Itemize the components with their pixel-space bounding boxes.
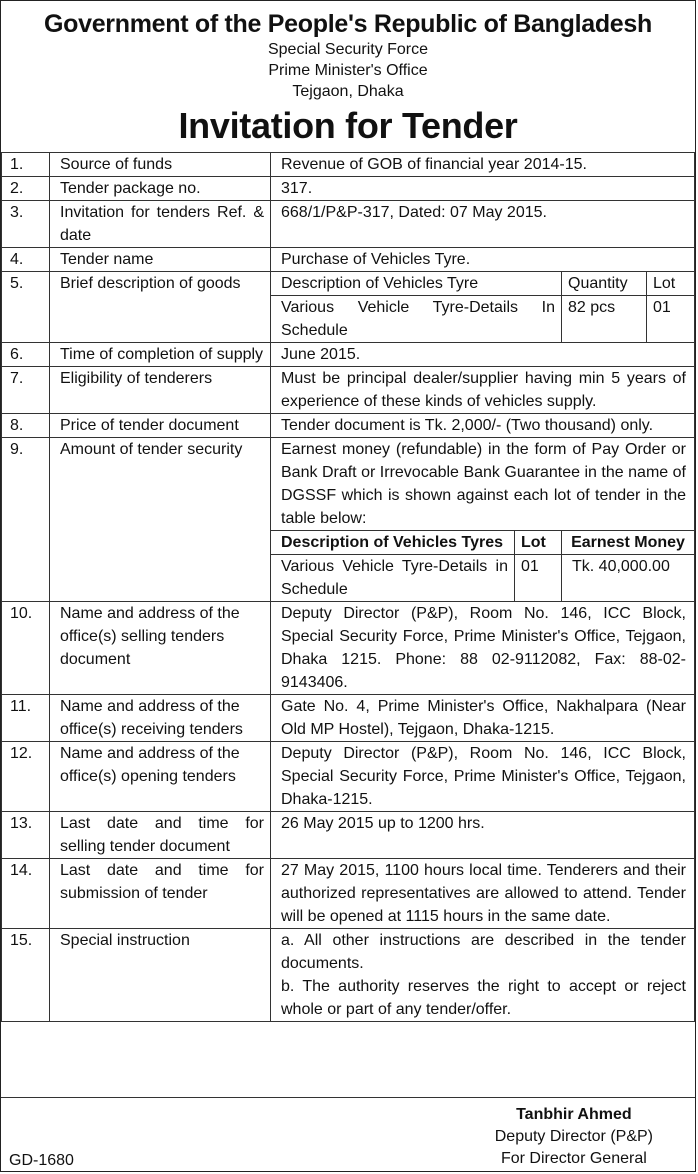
instruction-b: b. The authority reserves the right to accept or reject whole or part of any tender/offer.	[281, 978, 686, 1018]
goods-item-row	[271, 296, 694, 343]
row-number: 13.	[2, 812, 50, 859]
signature-block	[495, 1104, 653, 1170]
goods-item-quantity: 82 pcs	[562, 296, 647, 343]
row-value: June 2015.	[271, 343, 695, 367]
row-value: Deputy Director (P&P), Room No. 146, ICC Block, Special Security Force, Prime Minister's Office, Tejgaon, Dhaka 1215. Phone: 88 02-9112082, Fax: 88-02-9143406.	[271, 602, 695, 695]
government-title: Government of the People's Republic of Bangladesh	[43, 10, 652, 38]
row-number: 3.	[2, 201, 50, 248]
table-row	[2, 859, 695, 929]
goods-header-lot: Lot	[647, 272, 695, 296]
row-number: 9.	[2, 438, 50, 602]
goods-item-description: Various Vehicle Tyre-Details In Schedule	[271, 296, 562, 343]
tender-table	[1, 152, 695, 1022]
row-label: Last date and time for submission of tender	[50, 859, 271, 929]
row-label: Tender package no.	[50, 177, 271, 201]
goods-cell	[271, 272, 695, 343]
table-row	[2, 343, 695, 367]
row-value: Must be principal dealer/supplier having min 5 years of experience of these kinds of vehicles supply.	[271, 367, 695, 414]
row-label: Name and address of the office(s) opening tenders	[50, 742, 271, 812]
security-item-lot: 01	[515, 555, 562, 602]
goods-header-quantity: Quantity	[562, 272, 647, 296]
row-number: 12.	[2, 742, 50, 812]
row-label: Source of funds	[50, 153, 271, 177]
row-number: 1.	[2, 153, 50, 177]
row-value: 668/1/P&P-317, Dated: 07 May 2015.	[271, 201, 695, 248]
row-value: Purchase of Vehicles Tyre.	[271, 248, 695, 272]
security-table	[271, 530, 694, 601]
security-item-row	[271, 555, 694, 602]
row-number: 6.	[2, 343, 50, 367]
security-header-row	[271, 531, 694, 555]
security-item-description: Various Vehicle Tyre-Details in Schedule	[271, 555, 515, 602]
row-label: Time of completion of supply	[50, 343, 271, 367]
row-value: Revenue of GOB of financial year 2014-15.	[271, 153, 695, 177]
table-row	[2, 201, 695, 248]
row-label: Special instruction	[50, 929, 271, 1022]
signatory-designation: Deputy Director (P&P)	[494, 1128, 653, 1145]
goods-header-row	[271, 272, 694, 296]
row-label: Tender name	[50, 248, 271, 272]
security-header-description: Description of Vehicles Tyres	[271, 531, 515, 555]
table-row	[2, 929, 695, 1022]
row-label: Eligibility of tenderers	[50, 367, 271, 414]
row-label: Brief description of goods	[50, 272, 271, 343]
org-line-3: Tejgaon, Dhaka	[292, 83, 404, 100]
org-line-1: Special Security Force	[267, 41, 429, 58]
table-row	[2, 414, 695, 438]
row-value: Tender document is Tk. 2,000/- (Two thousand) only.	[271, 414, 695, 438]
row-number: 4.	[2, 248, 50, 272]
signatory-on-behalf: For Director General	[500, 1150, 647, 1167]
table-row	[2, 812, 695, 859]
table-row	[2, 695, 695, 742]
row-number: 8.	[2, 414, 50, 438]
row-label: Price of tender document	[50, 414, 271, 438]
table-row	[2, 742, 695, 812]
row-number: 15.	[2, 929, 50, 1022]
security-cell	[271, 438, 695, 602]
signature-area	[1, 1097, 695, 1174]
security-item-earnest: Tk. 40,000.00	[562, 555, 695, 602]
row-number: 10.	[2, 602, 50, 695]
security-header-lot: Lot	[515, 531, 562, 555]
row-label: Last date and time for selling tender document	[50, 812, 271, 859]
row-value: 26 May 2015 up to 1200 hrs.	[271, 812, 695, 859]
goods-item-lot: 01	[647, 296, 695, 343]
row-number: 11.	[2, 695, 50, 742]
row-value: 27 May 2015, 1100 hours local time. Tenderers and their authorized representatives are allowed to attend. Tender will be opened at 1115 hours in the same date.	[271, 859, 695, 929]
row-value: 317.	[271, 177, 695, 201]
row-number: 7.	[2, 367, 50, 414]
goods-table	[271, 272, 694, 342]
row-label: Amount of tender security	[50, 438, 271, 602]
row-number: 5.	[2, 272, 50, 343]
table-row	[2, 438, 695, 602]
row-value: Deputy Director (P&P), Room No. 146, ICC Block, Special Security Force, Prime Minister's Office, Tejgaon, Dhaka-1215.	[271, 742, 695, 812]
table-row	[2, 248, 695, 272]
header	[1, 1, 695, 148]
row-label: Name and address of the office(s) selling tenders document	[50, 602, 271, 695]
table-row	[2, 602, 695, 695]
page-title: Invitation for Tender	[178, 105, 518, 146]
row-label: Invitation for tenders Ref. & date	[50, 201, 271, 248]
row-value: Gate No. 4, Prime Minister's Office, Nakhalpara (Near Old MP Hostel), Tejgaon, Dhaka-1215.	[271, 695, 695, 742]
security-header-earnest: Earnest Money	[562, 531, 695, 555]
signatory-name: Tanbhir Ahmed	[516, 1106, 632, 1123]
row-label: Name and address of the office(s) receiving tenders	[50, 695, 271, 742]
security-text: Earnest money (refundable) in the form of Pay Order or Bank Draft or Irrevocable Bank Guarantee in the name of DGSSF which is shown against each lot of tender in the table below:	[281, 441, 686, 527]
org-line-2: Prime Minister's Office	[268, 62, 428, 79]
table-row	[2, 177, 695, 201]
row-value	[271, 929, 695, 1022]
goods-header-description: Description of Vehicles Tyre	[271, 272, 562, 296]
table-row	[2, 153, 695, 177]
table-row	[2, 272, 695, 343]
instruction-a: a. All other instructions are described in the tender documents.	[281, 932, 686, 972]
table-row	[2, 367, 695, 414]
row-number: 2.	[2, 177, 50, 201]
gd-code: GD-1680	[9, 1152, 74, 1169]
row-number: 14.	[2, 859, 50, 929]
